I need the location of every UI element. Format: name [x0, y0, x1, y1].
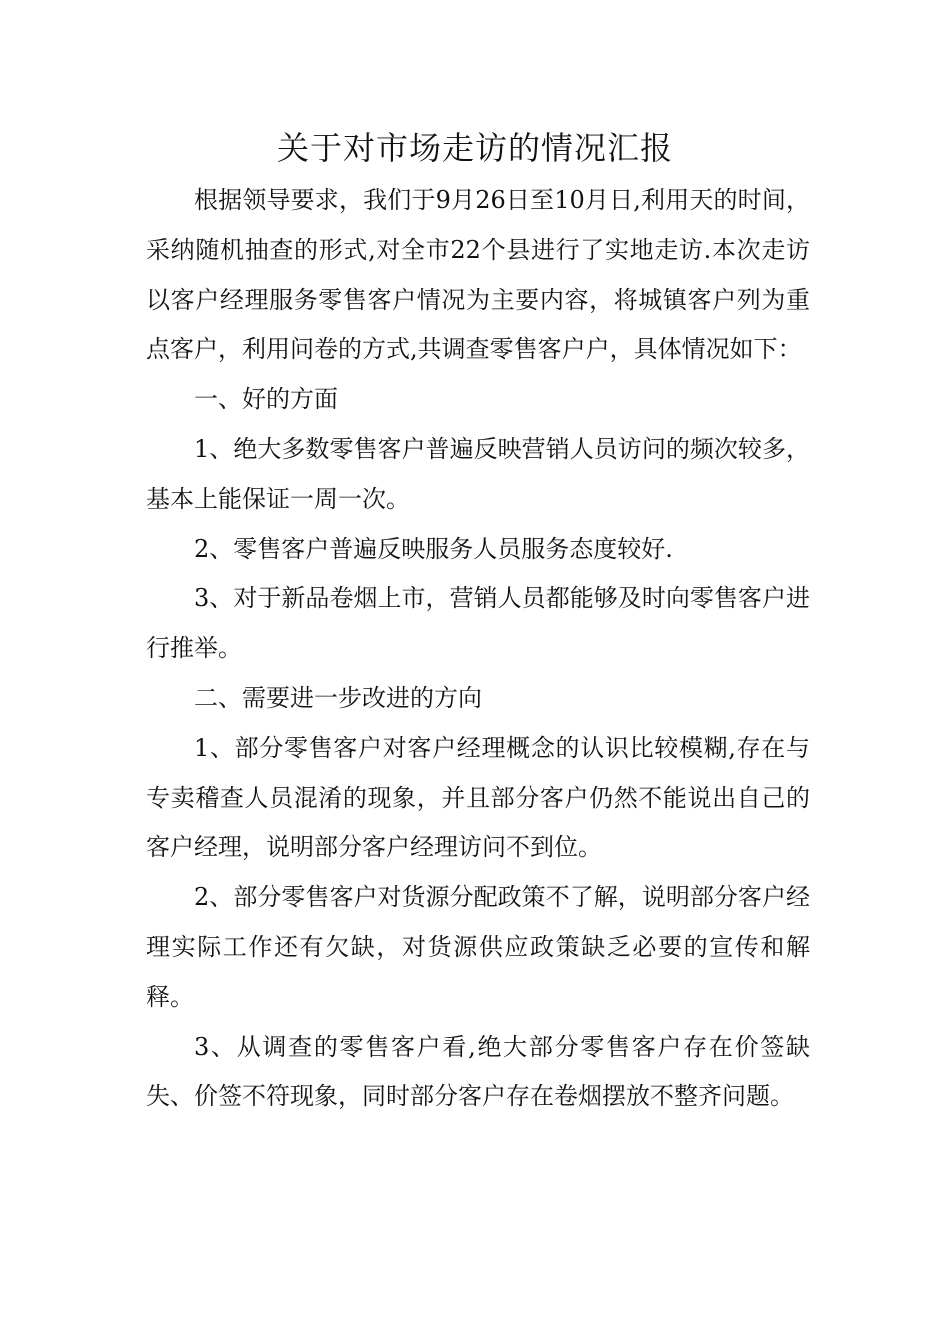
- document-body: [146, 176, 810, 1122]
- paragraph-improvement-2: 2、部分零售客户对货源分配政策不了解，说明部分客户经理实际工作还有欠缺，对货源供应政策缺乏必要的宣传和解释。: [146, 883, 810, 1011]
- paragraph-positive-1: 1、绝大多数零售客户普遍反映营销人员访问的频次较多，基本上能保证一周一次。: [146, 434, 810, 513]
- paragraph-intro: 根据领导要求，我们于9月26日至10月日,利用天的时间，采纳随机抽查的形式,对全市22个县进行了实地走访.本次走访以客户经理服务零售客户情况为主要内容，将城镇客户列为重点客户，利用问卷的方式,共调查零售客户户，具体情况如下：: [146, 186, 810, 364]
- paragraph-positive-2: 2、零售客户普遍反映服务人员服务态度较好.: [194, 534, 673, 563]
- section-heading-positives: 一、好的方面: [194, 385, 338, 414]
- paragraph-positive-3: 3、对于新品卷烟上市，营销人员都能够及时向零售客户进行推举。: [146, 584, 810, 663]
- document-title: 关于对市场走访的情况汇报: [276, 129, 673, 167]
- paragraph-improvement-1: 1、部分零售客户对客户经理概念的认识比较模糊,存在与专卖稽查人员混淆的现象，并且部分客户仍然不能说出自己的客户经理，说明部分客户经理访问不到位。: [146, 733, 810, 862]
- paragraph-improvement-3: 3、从调查的零售客户看,绝大部分零售客户存在价签缺失、价签不符现象，同时部分客户存在卷烟摆放不整齐问题。: [146, 1032, 810, 1111]
- section-heading-improvements: 二、需要进一步改进的方向: [194, 683, 482, 712]
